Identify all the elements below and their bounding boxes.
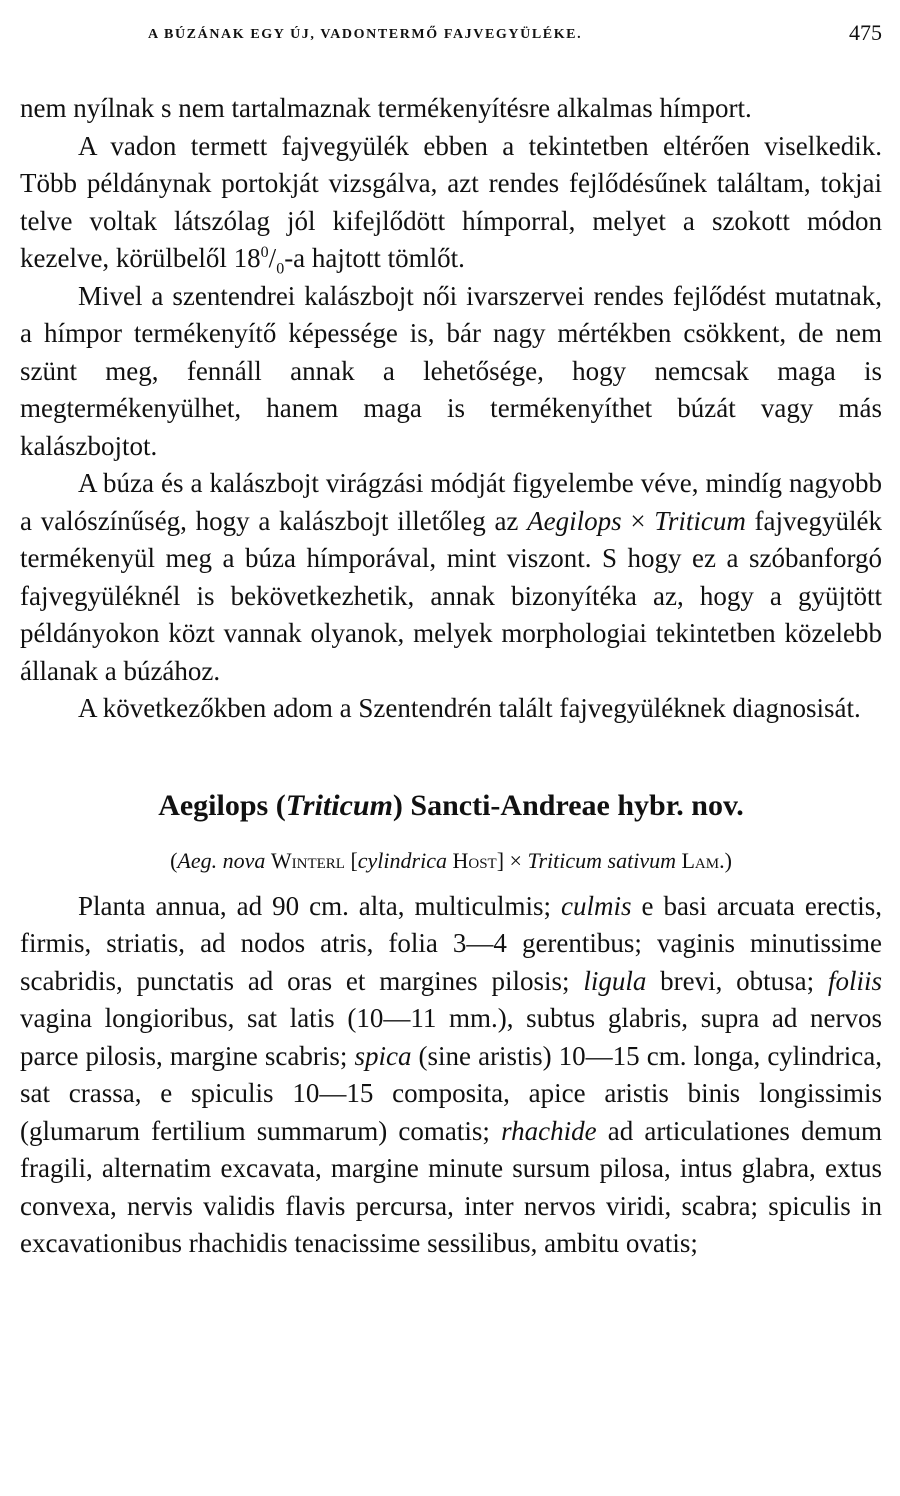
latin-diagnosis (20, 888, 882, 1263)
book-page (20, 0, 882, 1263)
species-heading (20, 786, 882, 826)
running-title: A BÚZÁNAK EGY ÚJ, VADONTERMŐ FAJVEGYÜLÉKE. (148, 27, 583, 42)
term-foliis: foliis (827, 965, 882, 996)
diagnosis-text-6: ad articulationes demum fragili, alternatim excavata, margine minute sursum pilosa, intus glabra, extus convexa, nervis validis flavis percursa, inter nervos viridi, scabra; spiculis in excavationibus rhachidis tenacissime sessilibus, ambitu ovatis; (20, 1115, 882, 1258)
diagnosis-text-4: vagina longioribus, sat latis (10—11 mm.), subtus glabris, supra ad nervos parce pilosis, margine scabris; (20, 1003, 882, 1071)
paren-close: ) (724, 847, 732, 873)
bracket-open: [ (350, 847, 358, 873)
paragraph-2-end: -a hajtott tömlőt. (284, 243, 465, 273)
percent-slash: / (268, 243, 277, 273)
body-text (20, 90, 882, 728)
percent-sup: 0 (260, 244, 269, 261)
running-head (20, 0, 882, 44)
author-winterl: Winterl (270, 847, 345, 873)
paragraph-5: A következőkben adom a Szentendrén talált fajvegyüléknek diagnosisát. (78, 693, 861, 723)
diagnosis-text-5: (sine aristis) 10—15 cm. longa, cylindrica, sat crassa, e spiculis 10—15 composita, apice aristis binis longissimis (glumarum fertilium summarum) comatis; (20, 1040, 883, 1146)
bracket-close: ] (496, 847, 505, 873)
heading-italic: Triticum (285, 788, 393, 822)
heading-part-a: Aegilops ( (158, 788, 286, 822)
paragraph-1: nem nyílnak s nem tartalmaznak termékenyítésre alkalmas hímport. (20, 93, 752, 123)
term-rhachide: rhachide (501, 1115, 597, 1146)
cylindrica: cylindrica (357, 847, 447, 873)
term-spica: spica (354, 1040, 412, 1071)
paragraph-3: Mivel a szentendrei kalászbojt női ivarszervei rendes fejlődést mutatnak, a hímpor termékenyítő képessége is, bár nagy mértékben csökkent, de nem szünt meg, fennáll annak a lehetősége, hogy nemcsak maga is megtermékenyülhet, hanem maga is termékenyíthet búzát vagy más kalászbojtot. (20, 280, 882, 461)
heading-part-b: ) Sancti-Andreae hybr. nov. (392, 788, 744, 822)
genus-triticum: Triticum (654, 505, 746, 536)
term-culmis: culmis (561, 890, 632, 921)
paragraph-2 (20, 128, 882, 278)
aeg-nova: Aeg. nova (177, 847, 266, 873)
author-host: Host (452, 847, 497, 873)
diagnosis-text-2: e basi arcuata erectis, firmis, striatis, ad nodos atris, folia 3—4 gerentibus; vaginis minutissime scabridis, punctatis ad oras et margines pilosis; (20, 890, 883, 996)
triticum-sativum: Triticum sativum (527, 847, 676, 873)
species-parentage (20, 846, 882, 876)
percent-sub: 0 (276, 260, 285, 278)
term-ligula: ligula (583, 965, 647, 996)
paragraph-4-b: fajvegyülék termékenyül meg a búza hímporával, mint viszont. S hogy ez a szóbanforgó fajvegyüléknél is bekövetkezhetik, annak bizonyítéka az, hogy a gyüjtött példányokon közt vannak olyanok, melyek morphologiai tekintetben közelebb állanak a búzához. (20, 505, 882, 686)
page-number: 475 (849, 20, 882, 45)
diagnosis-text-1: Planta annua, ad 90 cm. alta, multiculmis; (78, 890, 552, 921)
hybrid-sign: × (630, 505, 646, 536)
paragraph-2-text: A vadon termett fajvegyülék ebben a tekintetben eltérően viselkedik. Több példánynak portokját vizsgálva, azt rendes fejlődésűnek találtam, tokjai telve voltak látszólag jól kifejlődött hímporral, melyet a szokott módon kezelve, körülbelől 18 (20, 130, 882, 273)
genus-aegilops: Aegilops (527, 505, 622, 536)
diagnosis-text-3: brevi, obtusa; (660, 965, 815, 996)
paragraph-4-a: A búza és a kalászbojt virágzási módját figyelembe véve, mindíg nagyobb a valószínűség, hogy a kalászbojt illetőleg az (20, 468, 882, 536)
hybrid-sign-sub: × (509, 847, 522, 873)
diagnosis-paragraph (20, 888, 882, 1263)
author-lam: Lam. (681, 847, 725, 873)
paren-open: ( (170, 847, 178, 873)
paragraph-4 (20, 465, 882, 690)
